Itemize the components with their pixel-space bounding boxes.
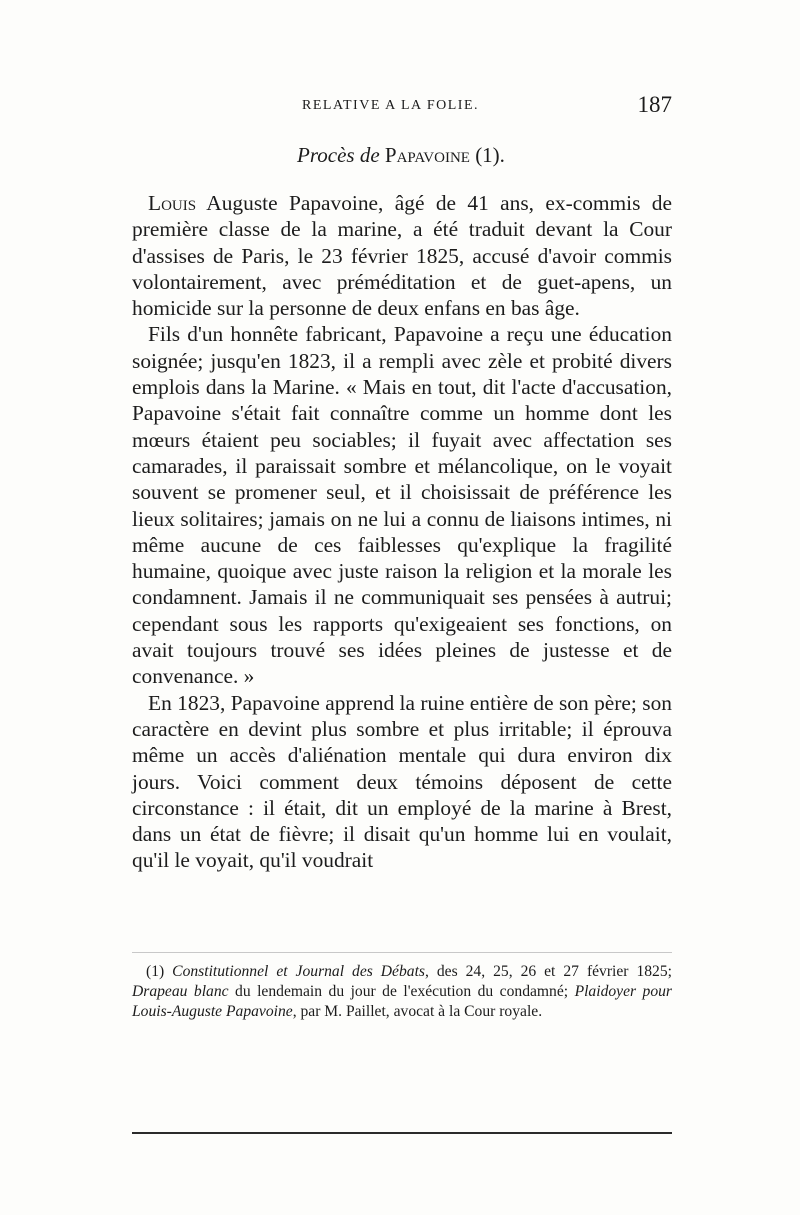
footnote-text-1: , des 24, 25, 26 et 27 février 1825;	[424, 963, 672, 980]
paragraph-1-lead: Louis	[148, 191, 197, 215]
title-prefix: Procès de	[297, 143, 380, 167]
footnote-marker: (1)	[146, 963, 165, 980]
footnote-source-1: Constitutionnel et Journal des Débats	[172, 963, 425, 980]
section-title	[130, 143, 672, 168]
paragraph-1	[132, 190, 672, 321]
bottom-rule	[132, 1132, 672, 1134]
footnotes	[132, 962, 672, 1022]
footnote-source-2: Drapeau blanc	[132, 983, 229, 1000]
footnote-text-3: , par M. Paillet, avocat à la Cour royale.	[292, 1003, 543, 1020]
title-footnote-ref: (1).	[475, 143, 505, 167]
footnote-1	[132, 962, 672, 1022]
body-text	[132, 190, 672, 874]
paragraph-1-text: Auguste Papavoine, âgé de 41 ans, ex-commis de première classe de la marine, a été traduit devant la Cour d'assises de Paris, le 23 février 1825, accusé d'avoir commis volontairement, avec préméditation et de guet-apens, un homicide sur la personne de deux enfans en bas âge.	[132, 191, 672, 321]
running-head: RELATIVE A LA FOLIE.	[302, 98, 479, 113]
page-number: 187	[637, 92, 672, 117]
page-header	[130, 92, 672, 122]
footnote-source-3: Plaidoyer pour Louis-Auguste Papavoine	[132, 983, 673, 1020]
footnote-divider	[132, 952, 672, 953]
paragraph-2: Fils d'un honnête fabricant, Papavoine a reçu une éducation soignée; jusqu'en 1823, il a rempli avec zèle et probité divers emplois dans la Marine. « Mais en tout, dit l'acte d'accusation, Papavoine s'était fait connaître comme un homme dont les mœurs étaient peu sociables; il fuyait avec affectation ses camarades, il paraissait sombre et mélancolique, on le voyait souvent se promener seul, et il choisissait de préférence les lieux solitaires; jamais on ne lui a connu de liaisons intimes, ni même aucune de ces faiblesses qu'explique la fragilité humaine, quoique avec juste raison la religion et la morale les condamnent. Jamais il ne communiquait ses pensées à autrui; cependant sous les rapports qu'exigeaient ses fonctions, on avait toujours trouvé ses idées pleines de justesse et de convenance. »	[132, 322, 672, 689]
paragraph-3: En 1823, Papavoine apprend la ruine entière de son père; son caractère en devint plus sombre et plus irritable; il éprouva même un accès d'aliénation mentale qui dura environ dix jours. Voici comment deux témoins déposent de cette circonstance : il était, dit un employé de la marine à Brest, dans un état de fièvre; il disait qu'un homme lui en voulait, qu'il le voyait, qu'il voudrait	[132, 690, 672, 873]
footnote-text-2: du lendemain du jour de l'exécution du condamné;	[228, 983, 575, 1000]
title-name: Papavoine	[384, 143, 470, 167]
